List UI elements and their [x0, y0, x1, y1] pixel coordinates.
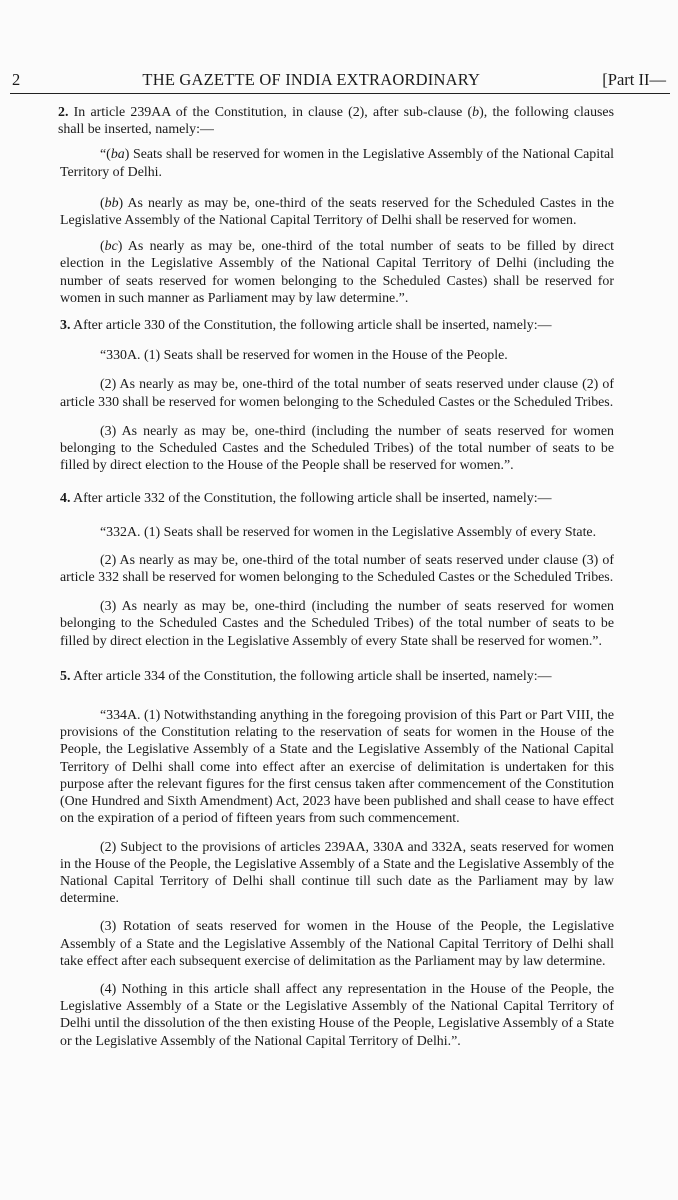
section-number: 3. [60, 318, 71, 334]
clause-paragraph: “334A. (1) Notwithstanding anything in the foregoing provision of this Part or Part VIII, the provisions of the Constitution relating to the reservation of seats for women in the House of the People, the Legislative Assembly of a State and the Legislative Assembly of the National Capital Territory of Delhi shall come into effect after an exercise of delimitation is undertaken for this purpose after the relevant figures for the first census taken after commencement of the Constitution (One Hundred and Sixth Amendment) Act, 2023 have been published and shall cease to have effect on the expiration of a period of fifteen years from such commencement. [60, 708, 614, 827]
part-label: [Part II— [602, 70, 666, 89]
clause-paragraph: “332A. (1) Seats shall be reserved for women in the Legislative Assembly of every State. [100, 524, 597, 540]
section-number: 4. [60, 491, 71, 507]
clause-paragraph: (3) As nearly as may be, one-third (including the number of seats reserved for women belonging to the Scheduled Castes and the Scheduled Tribes) of the total number of seats to be filled by direct election to the House of the People shall be reserved for women.”. [60, 423, 614, 474]
clause-paragraph: (2) Subject to the provisions of articles 239AA, 330A and 332A, seats reserved for women in the House of the People, the Legislative Assembly of a State and the Legislative Assembly of the National Capital Territory of Delhi shall continue till such date as the Parliament may by law determine. [60, 839, 614, 907]
section-number: 5. [60, 668, 71, 684]
document-body [60, 104, 614, 1050]
clause-paragraph: (4) Nothing in this article shall affect any representation in the House of the People, the Legislative Assembly of a State or the Legislative Assembly of the National Capital Territory of Delhi until the dissolution of the then existing House of the People, Legislative Assembly of a State or the Legislative Assembly of the National Capital Territory of Delhi.”. [60, 981, 614, 1049]
section-paragraph: 4. After article 332 of the Constitution, the following article shall be inserted, namely:— [60, 491, 552, 507]
clause-paragraph: (bb) As nearly as may be, one-third of the seats reserved for the Scheduled Castes in the Legislative Assembly of the National Capital Territory of Delhi shall be reserved for women. [60, 195, 614, 229]
clause-paragraph: “330A. (1) Seats shall be reserved for women in the House of the People. [100, 348, 508, 364]
section-paragraph: 3. After article 330 of the Constitution, the following article shall be inserted, namely:— [60, 318, 552, 334]
section-paragraph: 5. After article 334 of the Constitution, the following article shall be inserted, namely:— [60, 668, 552, 684]
header-rule [10, 93, 670, 94]
section-paragraph: 2. In article 239AA of the Constitution, in clause (2), after sub-clause (b), the following clauses shall be inserted, namely:— [58, 105, 615, 138]
page-number: 2 [12, 70, 21, 89]
gazette-title: THE GAZETTE OF INDIA EXTRAORDINARY [142, 70, 481, 89]
clause-paragraph: (3) Rotation of seats reserved for women in the House of the People, the Legislative Assembly of a State and the Legislative Assembly of the National Capital Territory of Delhi shall take effect after each subsequent exercise of delimitation as the Parliament may by law determine. [60, 919, 614, 969]
clause-paragraph: “(ba) Seats shall be reserved for women in the Legislative Assembly of the National Capital Territory of Delhi. [60, 147, 614, 180]
clause-paragraph: (bc) As nearly as may be, one-third of the total number of seats to be filled by direct election in the Legislative Assembly of the National Capital Territory of Delhi (including the number of seats reserved for women belonging to the Scheduled Castes) shall be reserved for women in such manner as Parliament may by law determine.”. [60, 239, 614, 306]
section-number: 2. [58, 105, 69, 120]
page-header [12, 62, 666, 90]
clause-paragraph: (2) As nearly as may be, one-third of the total number of seats reserved under clause (3) of article 332 shall be reserved for women belonging to the Scheduled Castes or the Scheduled Tribes. [60, 552, 614, 586]
clause-paragraph: (3) As nearly as may be, one-third (including the number of seats reserved for women belonging to the Scheduled Castes and the Scheduled Tribes) of the total number of seats to be filled by direct election in the Legislative Assembly of every State shall be reserved for women.”. [60, 599, 614, 649]
clause-paragraph: (2) As nearly as may be, one-third of the total number of seats reserved under clause (2) of article 330 shall be reserved for women belonging to the Scheduled Castes or the Scheduled Tribes. [60, 377, 614, 410]
